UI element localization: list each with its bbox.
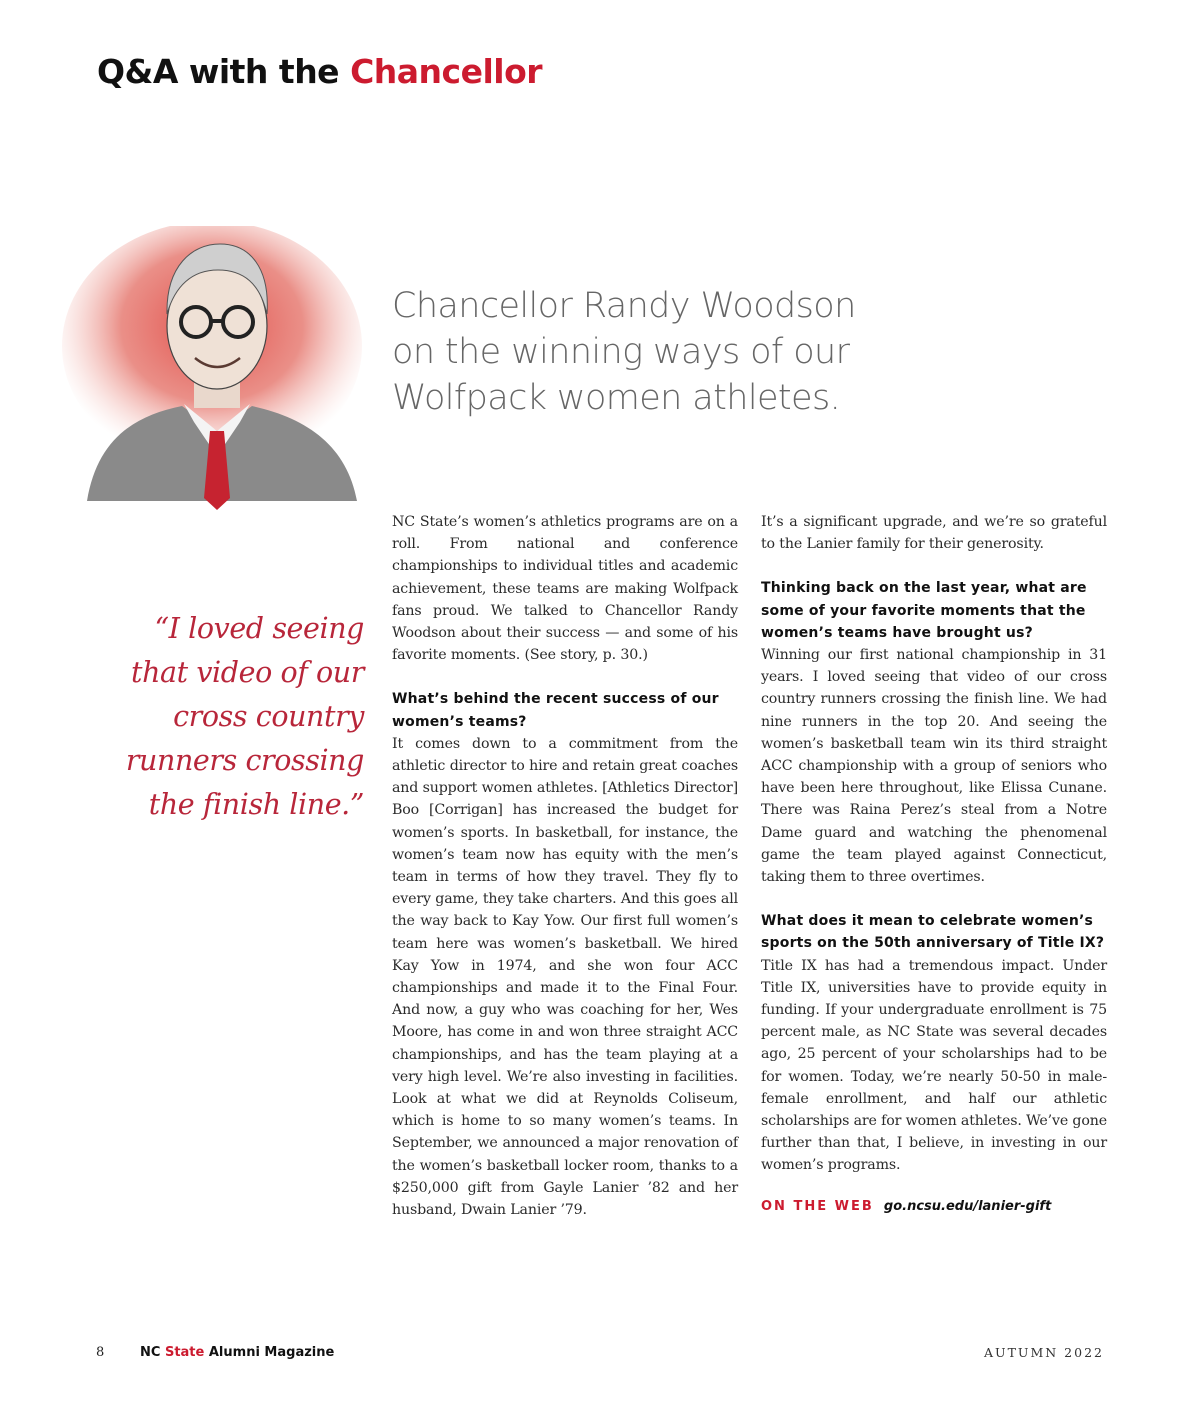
article-column-2 — [761, 511, 1107, 1214]
article-column-1 — [392, 511, 738, 1221]
answer-2: Winning our first national championship in 31 years. I loved seeing that video of our cross country runners crossing the finish line. We had nine runners in the top 20. And seeing the women’s basketball team win its third straight ACC championship with a group of seniors who have been here throughout, like Elissa Cunane. There was Raina Perez’s steal from a Notre Dame guard and watching the phenomenal game the team played against Connecticut, taking them to three overtimes. — [761, 647, 1107, 886]
answer-3: Title IX has had a tremendous impact. Under Title IX, universities have to provide equity in funding. If your undergraduate enrollment is 75 percent male, as NC State was several decades ago, 25 percent of your scholarships had to be for women. Today, we’re nearly 50-50 in male-female enrollment, and half our athletic scholarships are for women athletes. We’ve gone further than that, I believe, in investing in our women’s programs. — [761, 957, 1107, 1174]
intro-paragraph: NC State’s women’s athletics programs are on a roll. From national and conference championships to individual titles and academic achievement, these teams are making Wolfpack fans proud. We talked to Chancellor Randy Woodson about their success — and some of his favorite moments. (See story, p. 30.) — [392, 514, 738, 664]
question-2: Thinking back on the last year, what are some of your favorite moments that the women’s teams have brought us? — [761, 580, 1087, 641]
deck-line-3: Wolfpack women athletes. — [392, 378, 841, 418]
question-1: What’s behind the recent success of our women’s teams? — [392, 691, 719, 730]
title-prefix: Q&A with the — [97, 52, 340, 91]
page-title — [97, 52, 542, 91]
on-the-web — [761, 1199, 1107, 1214]
mag-nc: NC — [140, 1345, 161, 1360]
pull-quote: “I loved seeing that video of our cross country runners crossing the finish line.” — [125, 612, 364, 821]
web-tag: ON THE WEB — [761, 1198, 874, 1214]
page-footer — [0, 1345, 1200, 1365]
deck-line-1: Chancellor Randy Woodson — [392, 286, 856, 326]
title-accent: Chancellor — [350, 52, 543, 91]
web-link[interactable]: go.ncsu.edu/lanier-gift — [883, 1198, 1052, 1214]
answer-1: It comes down to a commitment from the athletic director to hire and retain great coaches and support women athletes. [Athletics Director] Boo [Corrigan] has increased the budget for women’s sports. In basketball, for instance, the women’s team now has equity with the men’s team in terms of how they travel. They fly to every game, they take charters. And this goes all the way back to Kay Yow. Our first full women’s team here was women’s basketball. We hired Kay Yow in 1974, and she won four ACC championships and made it to the Final Four. And now, a guy who was coaching for her, Wes Moore, has come in and won three straight ACC championships, and has the team playing at a very high level. We’re also investing in facilities. Look at what we did at Reynolds Coliseum, which is home to so many women’s teams. In September, we announced a major renovation of the women’s basketball locker room, thanks to a $250,000 gift from Gayle Lanier ’82 and her husband, Dwain Lanier ’79. — [392, 735, 738, 1219]
question-3: What does it mean to celebrate women’s sports on the 50th anniversary of Title IX? — [761, 913, 1105, 952]
portrait-illustration — [62, 226, 372, 516]
magazine-name — [140, 1345, 334, 1360]
deck-line-2: on the winning ways of our — [392, 332, 850, 372]
mag-rest: Alumni Magazine — [208, 1345, 335, 1360]
issue-date: AUTUMN 2022 — [984, 1345, 1104, 1360]
answer-1-continued: It’s a significant upgrade, and we’re so grateful to the Lanier family for their generosity. — [761, 514, 1107, 553]
deck-subtitle — [392, 283, 952, 421]
page-number: 8 — [96, 1345, 105, 1360]
mag-state: State — [164, 1345, 205, 1360]
